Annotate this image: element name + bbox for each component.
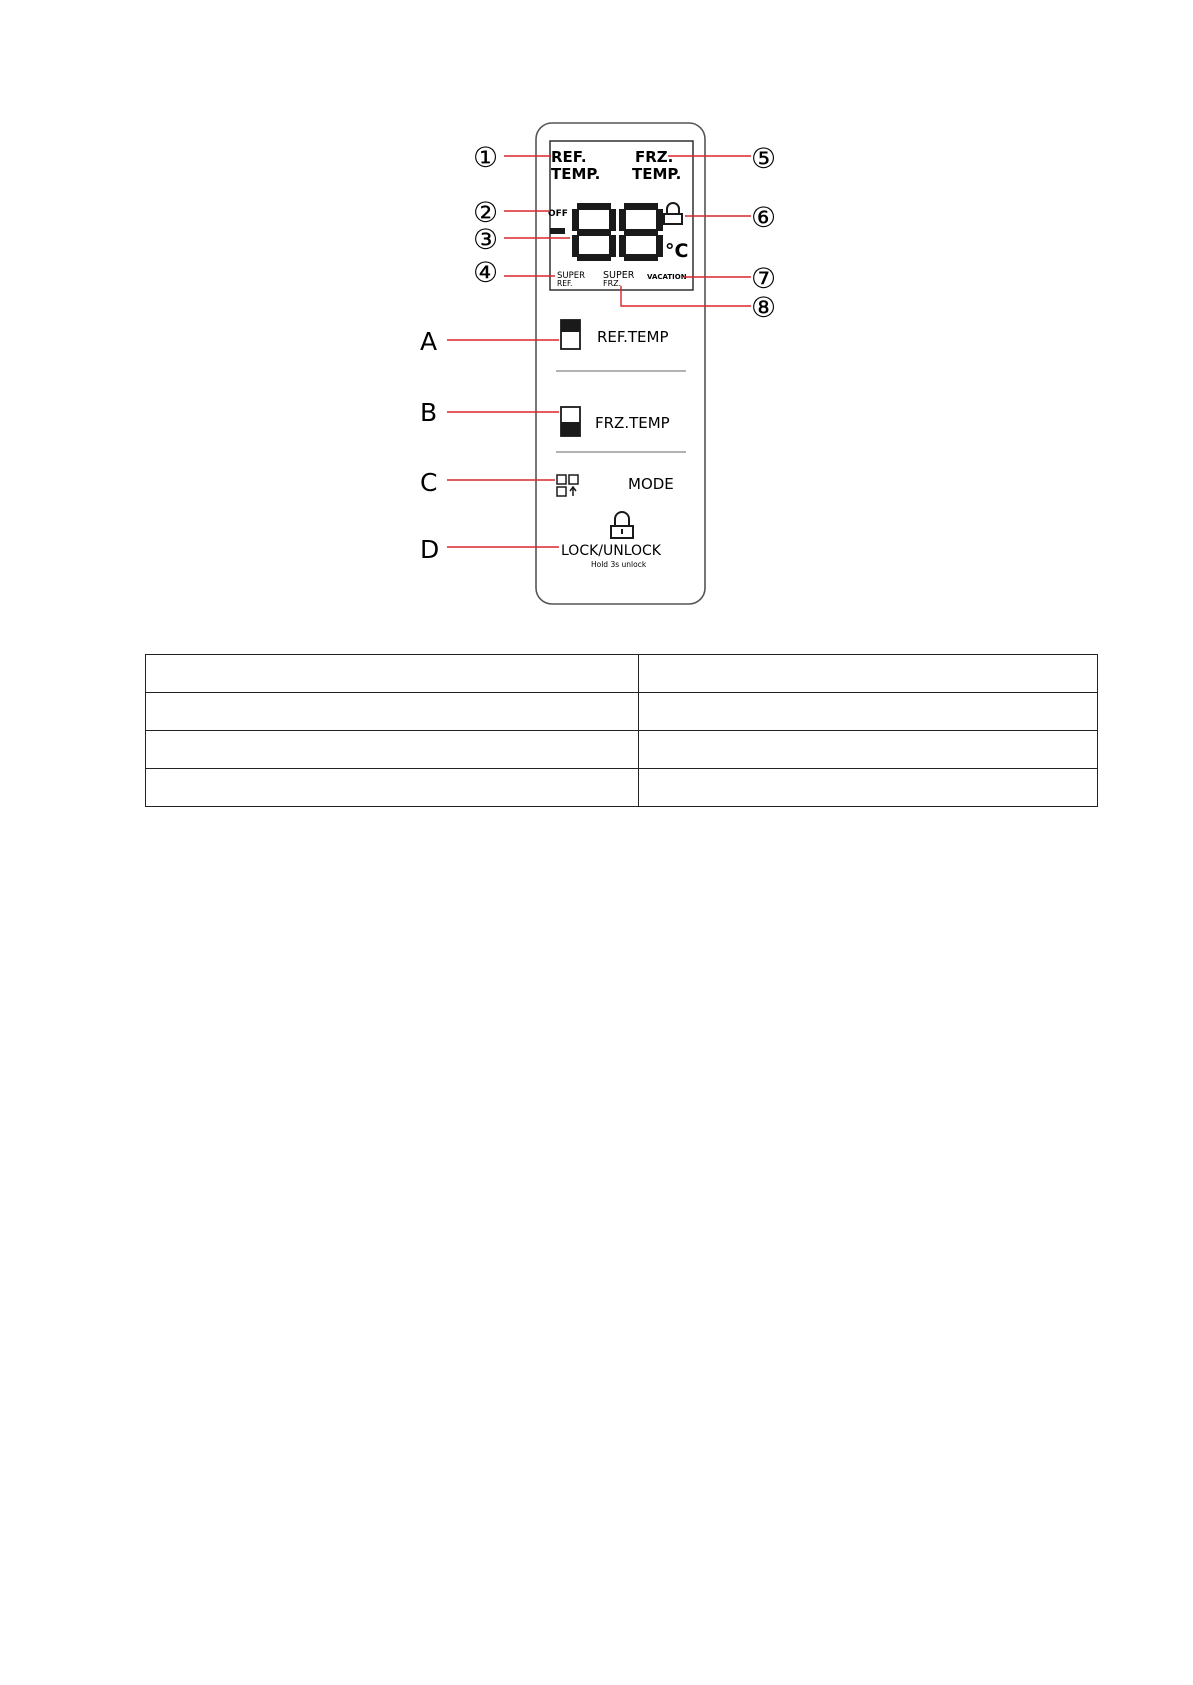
- table-row: [146, 655, 1098, 693]
- off-indicator: OFF: [548, 209, 568, 219]
- callout-number-4: ④: [473, 256, 499, 289]
- table-cell: [639, 693, 1098, 731]
- celsius-unit: °C: [665, 240, 689, 262]
- callout-number-6: ⑥: [751, 201, 777, 234]
- panel-frame: [536, 123, 705, 604]
- callout-number-3: ③: [473, 223, 499, 256]
- digit-segment-2: [619, 203, 663, 261]
- callout-number-8: ⑧: [751, 291, 777, 324]
- callout-number-5: ⑤: [751, 142, 777, 175]
- table-row: [146, 693, 1098, 731]
- callout-number-2: ②: [473, 196, 499, 229]
- super-ref-label-2: REF.: [557, 279, 573, 288]
- callout-letter-b: B: [420, 398, 438, 427]
- super-frz-label-2: FRZ.: [603, 279, 622, 288]
- callout-letter-d: D: [420, 535, 440, 564]
- digit-segment-1: [572, 203, 616, 261]
- super-frz-label-1: SUPER: [603, 270, 635, 281]
- table-cell: [639, 731, 1098, 769]
- table-cell: [146, 655, 639, 693]
- callout-number-7: ⑦: [751, 262, 777, 295]
- vacation-label: VACATION: [647, 273, 687, 281]
- lock-icon: [664, 203, 682, 224]
- callout-letter-c: C: [420, 468, 438, 497]
- table-cell: [146, 731, 639, 769]
- table-cell: [146, 693, 639, 731]
- legend-table: [145, 654, 1098, 807]
- callout-letter-a: A: [420, 327, 438, 356]
- ref-temp-label-1: REF.: [551, 148, 587, 166]
- super-ref-label-1: SUPER: [557, 271, 586, 281]
- table-row: [146, 731, 1098, 769]
- callout-number-1: ①: [473, 141, 499, 174]
- ref-temp-label-2: TEMP.: [551, 165, 601, 183]
- table-row: [146, 769, 1098, 807]
- mode-button[interactable]: MODE: [628, 475, 674, 493]
- ref-temp-button[interactable]: REF.TEMP: [597, 328, 669, 346]
- lock-unlock-button[interactable]: LOCK/UNLOCK: [561, 543, 661, 559]
- frz-temp-label-1: FRZ.: [635, 148, 674, 166]
- table-cell: [146, 769, 639, 807]
- lock-icon: [611, 512, 633, 538]
- frz-temp-button[interactable]: FRZ.TEMP: [595, 414, 670, 432]
- frz-temp-label-2: TEMP.: [632, 165, 682, 183]
- table-cell: [639, 769, 1098, 807]
- minus-segment: [550, 228, 565, 234]
- table-cell: [639, 655, 1098, 693]
- control-panel-diagram: [0, 0, 1193, 650]
- mode-grid-icon: [557, 475, 578, 496]
- lock-hint: Hold 3s unlock: [591, 560, 647, 569]
